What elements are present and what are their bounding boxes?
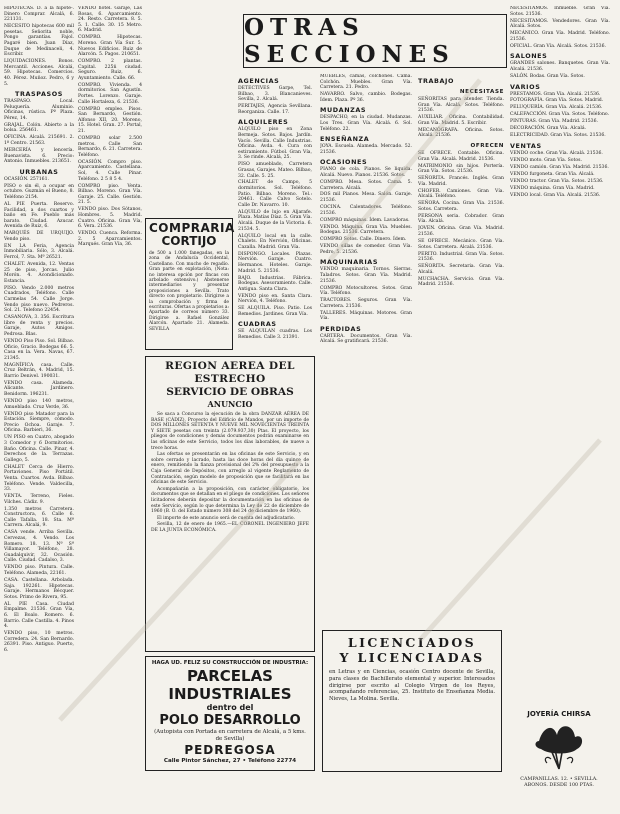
- classified-entry: COMPRO. Mesa. Sotos. Cama. 5. Carretera. Alcalá.: [320, 179, 412, 191]
- classified-entry: BAJO. Industrias. Fábrica. Bodegas. Asesoramiento. Calle. Antigua. Santa Clara.: [238, 275, 312, 292]
- parcelas-line3: POLO DESARROLLO: [159, 713, 301, 728]
- parcelas-line0: HAGA UD. FELIZ SU CONSTRUCCIÓN DE INDUSTRIA:: [151, 660, 309, 666]
- classified-entry: OFICINA. Alcalá. 215691. 2. 1º Centro. 21563.: [4, 135, 74, 147]
- col5-entries-b: [418, 151, 504, 288]
- classified-entry: JOYA. Escuela. Alameda. Mercado. 52. 21536.: [320, 144, 412, 155]
- col3-entries-a: [238, 86, 312, 115]
- classified-entry: JOVEN. Oficina. Gran Vía. Madrid. 21536.: [418, 226, 504, 237]
- licenciados-title: LICENCIADOS: [347, 635, 477, 650]
- parcelas-line2: dentro del: [206, 703, 254, 712]
- classified-entry: OCASIÓN. Compro piso. Aparcamiento. Castellana. Sol, 4. Calle Pinar. Teléfono. 2 5 8 5 4.: [78, 159, 142, 182]
- heading-ensenanza: ENSEÑANZA: [320, 135, 370, 144]
- classified-entry: COCINA. Calentadores. Teléfono. 21536.: [320, 205, 412, 216]
- otras-secciones-title: OTRAS SECCIONES: [244, 14, 455, 68]
- joyeria-chirsa-ad: [512, 710, 606, 800]
- classified-entry: COMPRO Sotos. Calle. Dinero. Ídem.: [320, 237, 407, 243]
- classified-entry: VENDO piso. Dos Sótanos, Hombres. 5. Madrid. Cuatro. Oficina. Gran Vía, 6. Vera. 21536.: [78, 207, 142, 230]
- classified-entry: PISO amueblado, Carretera Grasas, Garajes. Mateo. Bilbao, 32. Calle. 5. 25.: [238, 162, 312, 179]
- classified-entry: COMPRO empleo. Pisos. San Bernardo, Gestión. Alfonso XII, 20. Moreno, 15. Hotel. Gran. 27. Portal, 21.: [78, 106, 142, 135]
- classified-entry: VENTA. Terreno, Fieles. Vilches. Cádiz. 9.: [4, 494, 74, 505]
- classified-entry: VENDO piso. Pintura. Calle. Teléfono. Alameda, 22161.: [4, 565, 74, 577]
- compraria-cortijo-ad: [145, 218, 233, 350]
- classified-entry: NECESITAMOS. Vendedores. Gran Vía. Alcalá. Sotos.: [510, 18, 610, 30]
- region-paragraphs: [151, 412, 309, 533]
- column-4: [320, 74, 412, 624]
- col1-entries-c: [4, 177, 74, 654]
- classified-entry: Acompañarán a la proposición, con carácter obligatorio, los documentos que se detallan en el pliego de condiciones. Los señores licitadores deberán depositar la documentación en las oficinas de este Servicio, según lo que determina la Ley de 22 de diciembre de 1960 (B. O. del Estado número 308 del 24 de diciembre de 1960).: [151, 486, 309, 515]
- classified-entry: COMPRO piso. Venta. Bilbao. Moreno. Gran Vía. Garaje. 25. Calle. Gestión. 21. 5.: [78, 183, 142, 206]
- classified-entry: HIPOTECAS. D. a la hipote-. Dinero Comprar. Alcalá, 6. 221131.: [4, 6, 74, 23]
- col4-entries-c: [320, 144, 412, 155]
- classified-entry: MUEBLES, camas, colchones. Cama. Colchón. Muebles. Gran Vía. Carretera. 21. Pedro.: [320, 74, 412, 91]
- classified-entry: MATRIMONIO sin hijos. Portería. Gran Vía. Sotos. 21536.: [418, 163, 504, 175]
- classified-entry: ALQUILO piso en Zona Bermeja. Sotos. Bajos. Jardín. Vacío. Sevilla. Calle Industrias. Oficina. Avda. 4. Cura con estiramiento. Fútbol. Gran Vía, 3. Se rinde. Alcalá, 25.: [238, 127, 312, 161]
- classified-entry: SALÓN. Bodas. Gran Vía. Sotos.: [510, 73, 585, 79]
- classified-entry: SE ALQUILA. Piso. Patio. Los Remedios. Jardines. Gran Vía.: [238, 306, 312, 317]
- classified-entry: VENDO hotel. Garaje, Las Rosas, 6. Aparcamiento. 24. Resto. Carretera. 8. 5. 5. 1. Calle. 30. 15 Metro. 6. Madrid.: [78, 6, 142, 34]
- parcelas-line4: (Autopista con Portada en carretera de Alcalá, a 5 kms. de Sevilla): [154, 729, 306, 742]
- classified-entry: PERITAJES, Agencia Sevillana. Reorganiza. Calle. 17.: [238, 104, 312, 115]
- classified-entry: GRANDES salones. Banquetes. Gran Vía. Alcalá. 21536.: [510, 61, 610, 72]
- classified-entry: LIQUIDACIONES. Bonos. Mercantil. Acciones. Alcalá, 59. Hipotecas. Comercios. 40. Pérez. Muñoz. Pedro, 6 y 5.: [4, 59, 74, 87]
- classified-entry: Las ofertas se presentarán en las oficinas de este Servicio, y en sobre cerrado y lacrado, hasta las doce horas del día quince de enero, remitiendo la fianza provisional del 2% del presupuesto a la Caja General de Depósitos, con arreglo al vigente Reglamento de Contratación, según modelo de proposición que se facilitará en las oficinas de este Servicio.: [151, 452, 309, 486]
- classified-entry: VENDO máquina. Gran Vía. Madrid.: [510, 185, 595, 191]
- classified-entry: VENDO camión. Gran Vía. Madrid. 21536.: [510, 164, 609, 170]
- heading-mudanzas: MUDANZAS: [320, 106, 367, 115]
- compraria-title: COMPRARIA: [149, 221, 235, 235]
- classified-entry: VENDO local. Gran Vía. Alcalá. 21536.: [510, 192, 601, 198]
- col5-entries-a: [418, 97, 504, 139]
- classified-entry: VENDO piso, 10 metros. Corredera. 24. San Bernardo. 26391. Piso. Antiguo. Puerto, 6.: [4, 631, 74, 653]
- heading-necesitase: NECESITASE: [459, 89, 504, 95]
- licenciados-ad: [322, 630, 502, 772]
- heading-salones: SALONES: [510, 52, 548, 61]
- classified-entry: DECORACIÓN. Gran Vía. Alcalá.: [510, 126, 587, 132]
- classified-entry: SEÑORITA. Secretaria. Gran Vía. Alcalá.: [418, 264, 504, 275]
- classified-entry: VENDO Piso Piso. Sol. Bilbao. Oficio, Gracio. Bodegas 66. 5. Casa en la. Vera. Navas, 67. 21345.: [4, 338, 74, 361]
- col3-entries-b: [238, 127, 312, 317]
- licenciadas-title: Y LICENCIADAS: [339, 650, 485, 665]
- classified-entry: OFICIAL. Gran Vía. Alcalá. Sotos. 21536.: [510, 43, 606, 49]
- anuncio-title: ANUNCIO: [207, 399, 253, 409]
- col4-entries-a: [320, 74, 412, 103]
- column-5: [418, 74, 504, 624]
- classified-entry: VENDO furgoneta. Gran Vía. Alcalá.: [510, 171, 595, 177]
- classified-entry: NAVARRO. Salvo, cambio. Bodegas. Ídem. Plaza. Pº 36.: [320, 92, 412, 103]
- heading-varios: VARIOS: [510, 82, 541, 91]
- classified-entry: ELECTRICIDAD. Gran Vía. Sotos. 21536.: [510, 133, 606, 139]
- classified-entry: TRASPASO. Local. Peluquería. Aluminio. Oficinas, rústica. Pº Plaza. Pérez, 14.: [4, 99, 74, 121]
- classified-entry: DISPONGO. Locales. Plazas. Nervión. Garaje. Cuatro. Hermanos. Hoteles. Garaje. Madrid. 5. 21536.: [238, 251, 312, 274]
- compraria-body: de 500 a 1.000 fanegadas, en la zona de Andalucía Occidental, Castellano. Con mucho de regadío. Gran parte en explotación, (Nota: no interesa opción por fincas con arbolado extensivo.) Abstenerse intermediarios y presentar proposiciones a Sevilla. Trato directo con propietario. Dirigirse a la comprobación y firma de escrituras. Ofertas a propietarios a: Apartado de correos número 33. Dirigirse a. Rafael González Alarcón. Apartado 21. Alameda. SEVILLA: [149, 251, 229, 332]
- classified-entry: MAGNÍFICA casa. Calle. Cruz Beltrán, 4. Madrid, 15. Barrio Denivel. 190031.: [4, 362, 74, 379]
- heading-traspasos: TRASPASOS: [15, 90, 63, 99]
- classified-entry: GRAJAL. Colón. Abierto a la bolsa. 256461.: [4, 122, 74, 134]
- parcelas-industriales-ad: [145, 656, 315, 771]
- classified-entry: CASA. Castellana. Arbolada. Saja. 192261. Hipotecas. Garaje. Hermanos Bécquer. Sotos. Primo de Rivera, 95.: [4, 578, 74, 600]
- classified-entry: AL PIE Casa. Ciudad Empalme. 21536. Gran Vía, 6. El Boalo. Romero. 6. Barrio. Calle Castilla. 4. Pinos 4.: [4, 601, 74, 630]
- classified-entry: VENDO. Máquina. Gran Vía. Muebles. Bodegas. 21536. Carretera.: [320, 224, 412, 236]
- col1-entries-b: [4, 99, 74, 165]
- otras-secciones-banner: [243, 14, 507, 68]
- classified-entry: SE ALQUILAN cuadras. Los Remedios. Calle 3. 21391.: [238, 329, 312, 341]
- classified-entry: PIANO de cola. Pianos. Se liquida. Alcalá. Nuevo. Pianos. 21536. Sotos.: [320, 167, 412, 178]
- classified-entry: COMPRO solar 2.500 metros. Calle San Bernardo, 6. 21. Carretera. Teléfono.: [78, 136, 142, 158]
- joyeria-title: JOYERÍA CHIRSA: [527, 710, 591, 718]
- classified-entry: SEÑORA. Cocina. Gran Vía. 21536. Sotos. Carretera.: [418, 201, 504, 212]
- classified-entry: CHALET. Avenida, 12. Ventas 25 de piso, Jorcas. Julio Morón. 4. Acondicionado. Estancia.: [4, 262, 74, 284]
- classified-entry: VENDO moto. Gran Vía. Sotos.: [510, 157, 582, 163]
- classified-entry: SEÑORITA. Francés. Inglés. Gran Vía. Madrid.: [418, 176, 504, 187]
- heading-cuadras: CUADRAS: [238, 320, 277, 329]
- classified-entry: VENDO tractor. Gran Vía. Sotos. 21536.: [510, 178, 604, 184]
- region-aerea-ad: [145, 356, 315, 652]
- classified-entry: DESPACHO, en la ciudad. Mudanzas. Los Tres. Gran Vía. Alcalá. 6. Sol. Teléfono. 22.: [320, 115, 412, 132]
- classified-entry: COMPRO. Vivienda. 4 dormitorios. San Agustín. Portes. Lorenzo. Garaje. Calle Hortaleza, 6. 21536.: [78, 82, 142, 105]
- classified-entry: MERCERÍA y lencería. Buenavista. 6. Precio: Antonio. Inmuebles. 213651.: [4, 148, 74, 165]
- column-1: [4, 6, 74, 806]
- col6-entries-d: [510, 151, 610, 199]
- classified-entry: CALEFACCIÓN. Gran Vía. Sotos. Teléfono.: [510, 112, 610, 118]
- classified-entry: Se saca a Concurso la ejecución de la obra DANZAR AÉREA DE BASE (CÁDIZ), Proyecto del Edificio de Mandos, por un importe de DOS MILLONES SETENTA Y NUEVE MIL NOVECIENTAS TREINTA Y SIETE pesetas con treinta (2.079.937,30) Ptas. El proyecto, los pliegos de condiciones y demás documentos podrán examinarse en las oficinas de este Servicio, todos los días laborables, de nueve a trece horas.: [151, 412, 309, 451]
- col4-entries-d: [320, 167, 412, 255]
- cortijo-title: CORTIJO: [161, 234, 217, 248]
- classified-entry: PINTURAS. Gran Vía. Madrid. 21536.: [510, 119, 598, 125]
- classified-entry: PELUQUERÍA. Gran Vía. Alcalá. 21536.: [510, 105, 603, 111]
- classified-entry: VENDO casa. Alameda. Alicante. Jardinero. Benidorm. 196231.: [4, 380, 74, 398]
- classified-entry: PERSONA seria. Cobrador. Gran Vía. Alcalá.: [418, 213, 504, 225]
- classified-entry: DOS mil Pianos. Mesa. Salón. Garaje. 21536.: [320, 192, 412, 204]
- classified-entry: COMPRO. 2 plantas. Capital. 225ñ ciudad. Seguro. Ruiz, 6. Ayuntamiento. Calle. 66.: [78, 59, 142, 81]
- classified-entry: VENDO piso 140 metros, Amueblado. Cruz Verde, 36.: [4, 399, 74, 410]
- col1-entries-a: [4, 6, 74, 87]
- classified-entry: VENDO piso Matador para la Estación. Siempre, cómodo. Precio Ochoa. Garaje. 7. Oficina. Barbieri, 36.: [4, 411, 74, 434]
- col6-entries-b: [510, 61, 610, 79]
- column-2: [78, 6, 142, 406]
- heading-alquileres: ALQUILERES: [238, 118, 289, 127]
- classified-entry: SEÑORITAS para atender. Tienda. Gran Vía. Alcalá. Sotos. Teléfono. 21536.: [418, 97, 504, 114]
- heading-maquinarias: MAQUINARIAS: [320, 258, 379, 267]
- classified-entry: SE OFRECE. Mecánico. Gran Vía. Sotos. Carretera. Alcalá. 21536.: [418, 238, 504, 250]
- col3-entries-c: [238, 329, 312, 340]
- classified-entry: PISO. Vendo 2.000 metros Cuadrados, Teléfono. Calle Carmelas 54. Calle Jorge. Vendo piso nuevo. Pedreros. Sol. 21. Telefono 22454.: [4, 285, 74, 314]
- classified-entry: CHOFER. Camiones. Gran Vía. Alcalá. Teléfono.: [418, 188, 504, 200]
- column-3: [238, 74, 312, 352]
- servicio-title: SERVICIO DE OBRAS: [166, 386, 294, 398]
- classified-entry: 1.350 metros Carretera. Constructora, 6. Calle 6. Calle Tafalla. 18. Sta. Mª Carrera. Alcalá, 9.: [4, 506, 74, 529]
- classified-entry: CASANOVA, 3. 356. Escritura libre de renta y precios. Garaje, Autos Amigos. Pedrosa. Blas.: [4, 315, 74, 337]
- col4-entries-f: [320, 334, 412, 345]
- classified-entry: UN PISO en Cuatro, abogado 3 Comedor y 6 Dormitorios. Baño. Oficina. Calle. Pinar, 4. Derechos de la. Terrazas. Gallego, 5.: [4, 435, 74, 463]
- heading-ocasiones: OCASIONES: [320, 158, 368, 167]
- classified-entry: ALQUILO de lujo en Aljarafe. Plaza. Matías Díaz. 5. Gran Vía. Alcalá. Duque de la Victoria. 6. 21534. 5.: [238, 209, 312, 232]
- heading-ofrecen: OFRECEN: [470, 142, 504, 149]
- classified-entry: FOTOGRAFÍA. Gran Vía. Sotos. Madrid.: [510, 98, 604, 104]
- classified-entry: TALLERES. Máquinas. Motores. Gran Vía.: [320, 310, 412, 322]
- parcelas-line5: PEDREGOSA: [184, 743, 276, 757]
- classified-entry: SE OFRECE. Contable. Oficina. Gran Vía. Alcalá. Madrid. 21536.: [418, 150, 504, 162]
- classified-entry: El importe de este anuncio será de cuenta del adjudicatario.: [157, 515, 295, 521]
- classified-entry: ALQUILO local en la calle. Chalets. En Nervión, Oficinas. Cazalla. Madrid. Gran Vía.: [238, 233, 312, 250]
- classified-entry: VENDO coche. Gran Vía. Alcalá. 21536.: [510, 151, 603, 156]
- classified-entry: CHALET Cerca de Hierro. Portaviones. Piso Portátil. Venta. Cuartos. Avda. Bilbao. Teléfono. Vende. Valdecilla, 33.: [4, 464, 74, 493]
- classified-entry: VENDO. Cuenca. Reforma. 2. 5 Aparcamientos. Marqués. Gran Vía, 36.: [78, 231, 142, 248]
- classified-entry: MARQUÉS DE URQUIJO. Vendo piso.: [4, 231, 74, 242]
- classified-entry: Sevilla, 12 de enero de 1965.—EL CORONEL INGENIERO JEFE DE LA JUNTA ECONÓMICA.: [151, 522, 309, 533]
- col2-entries-a: [78, 6, 142, 248]
- classified-entry: EN LA Feria, Agencia Inmobiliaria. Sólo, 3. Alcalá. Ferrol, 7. Sta. Mª 26521.: [4, 243, 74, 261]
- classified-entry: MECANÓGRAFA. Oficina. Sotos. Alcalá. 21536.: [418, 127, 504, 139]
- classified-entry: AUXILIAR. Oficina. Contabilidad. Gran Vía. Madrid. 5. Escribir.: [418, 115, 504, 126]
- heading-urbanas: URBANAS: [19, 167, 59, 176]
- classified-entry: PRESTAMOS. Gran Vía. Alcalá. 21536.: [510, 91, 601, 97]
- classified-entry: OCASIÓN. 257161.: [4, 176, 49, 182]
- classified-entry: VENDO sillas de comedor. Gran Vía. Pedro, 5. 21536.: [320, 244, 412, 255]
- classified-entry: PERITO. Industrial. Gran Vía. Sotos. 21536.: [418, 251, 504, 263]
- col4-entries-e: [320, 267, 412, 322]
- region-title: REGION AEREA DEL ESTRECHO: [165, 360, 295, 385]
- classified-entry: TRACTORES. Seguros. Gran Vía. Carretera. 21536.: [320, 298, 412, 309]
- classified-entry: VENDO piso en. Santa Clara. Nervión, 4. Teléfono.: [238, 293, 312, 305]
- heading-agencias: AGENCIAS: [238, 77, 280, 85]
- col4-entries-b: [320, 115, 412, 132]
- classified-entry: NECESITO hipotecas 600 mil pesetas. Señorita noble, Pongo garantías. Fajol. Pagaré bien. Juan Díaz, Duque de Medinaceli, 4. Escribir.: [4, 24, 74, 58]
- classified-entry: VENDO maquinaria. Tornos. Sierras. Taladros. Sotos. Gran Vía. Madrid. 21536.: [320, 267, 412, 284]
- classified-entry: COMPRO. Hipotecas. Moreno. Gran Vía Sur. 5. Nuevos Edificios. Ruiz de Alarcón. 5. Pagos. 210651.: [78, 35, 142, 58]
- joyeria-caption: CAMPANILLAS. 12. • SEVILLA. ABONOS. DESDE 100 PTAS.: [520, 777, 598, 788]
- parcelas-line1: PARCELAS INDUSTRIALES: [168, 667, 292, 703]
- classified-entry: AL PIE Puerta. Reservo. Facilidad, a dos cuartos y baño en Fe. Pueblo más barato. Ciudad. Azucar. Avenida de Ruiz, 6.: [4, 201, 74, 230]
- classified-entry: DETECTIVES Garpe, Tel. Bilbao, 3. Blancanieves. Sevilla, 2. Alcalá.: [238, 86, 312, 103]
- flower-bouquet-icon: [529, 719, 589, 771]
- classified-entry: CARTERA. Documentos. Gran Vía. Alcalá. Se gratificará. 21536.: [320, 333, 412, 345]
- classified-entry: COMPRO máquinas. Ídem. Lavadoras.: [320, 217, 410, 223]
- licenciados-body: en Letras y en Ciencias, ocasión Centro docente de Sevilla, para clases de Bachillerato elemental y superior. Interesados dirigirse por escrito al Colegio Virgen de los Reyes, acompañando referencias, 25. Instituto de Enseñanza Media. Nieves, La Molina. Sevilla.: [329, 669, 495, 703]
- classified-entry: MECÁNICO. Gran Vía. Madrid. Teléfono. 21536.: [510, 31, 610, 42]
- heading-perdidas: PERDIDAS: [320, 324, 362, 333]
- heading-trabajo: TRABAJO: [418, 77, 455, 85]
- classified-entry: CASA vende. Arriba Sevilla. Cervezas, 4. Vendo. Los Romero. 18. 13. Nª Sª Villamayor. Teléfono, 28. Guadalquivir, 32. Ocasión. Calle. Ciudad. Cadalso, 3.: [4, 530, 74, 564]
- heading-ventas: VENTAS: [510, 142, 542, 150]
- col6-entries-c: [510, 92, 610, 140]
- column-6: [510, 6, 610, 706]
- classified-entry: CHALET de Campo, 5 dormitorios. Sol. Teléfono. Patio. Bilbao. Moreno. Tel.: 20461. Calle Calvo Sotelo. Calle Dr. Navarro. 10.: [238, 180, 312, 208]
- classified-entry: COMPRO Motocultores. Sotos. Gran Vía. Teléfono.: [320, 285, 412, 297]
- classified-entry: MUCHACHA. Servicio. Gran Vía. Madrid. 21536.: [418, 276, 504, 288]
- parcelas-line6: Calle Pintor Sánchez, 27 • Teléfono 22774: [163, 758, 297, 764]
- classified-entry: NECESITAMOS. Inmueble. Gran Vía. Sotos. 21536.: [510, 6, 610, 17]
- classified-entry: PISO o sin él, a ocupar en octubre. Guzmán el Bueno, 8. Teléfono 2154.: [4, 183, 74, 200]
- col6-entries-a: [510, 6, 610, 49]
